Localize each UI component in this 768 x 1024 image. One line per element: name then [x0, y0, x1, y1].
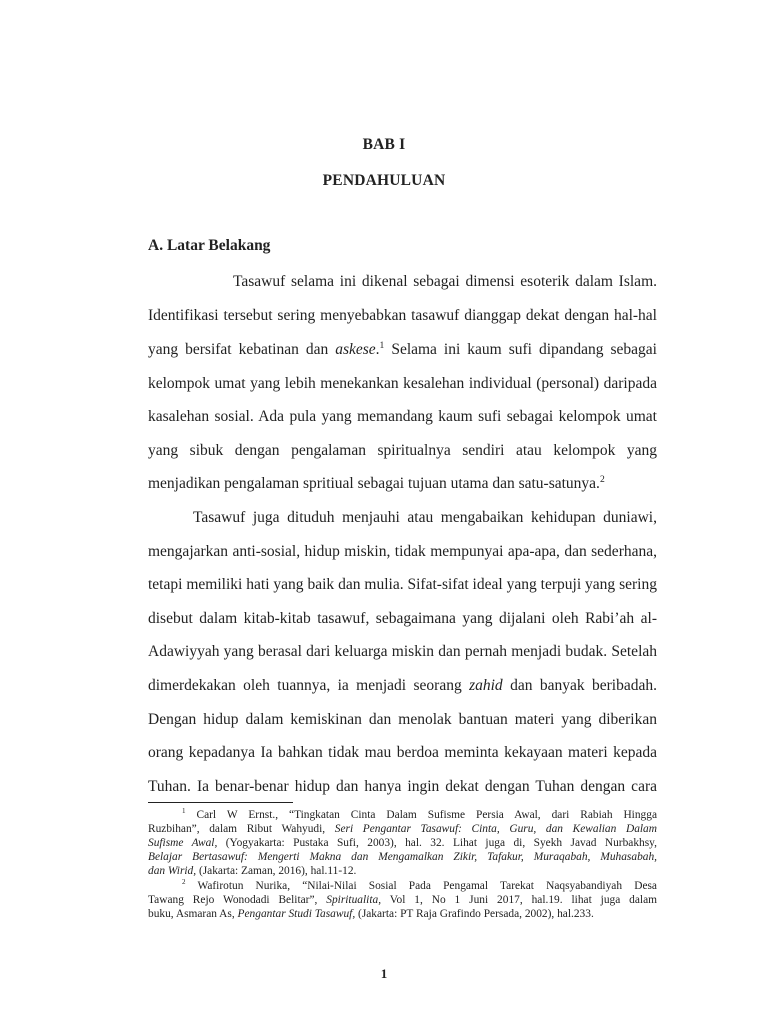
paragraph-2-line: dimerdekakan oleh tuannya, ia menjadi seorang zahid dan banyak beribadah.	[148, 677, 657, 694]
paragraph-2-line: Adawiyyah yang berasal dari keluarga miskin dan pernah menjadi budak. Setelah	[148, 643, 657, 660]
italic-term: askese	[335, 341, 376, 358]
paragraph-2-line: tetapi memiliki hati yang baik dan mulia. Sifat-sifat ideal yang terpuji yang sering	[148, 576, 657, 593]
page-number: 1	[380, 966, 388, 981]
paragraph-2-line: Dengan hidup dalam kemiskinan dan menolak bantuan materi yang diberikan	[148, 711, 657, 728]
italic-term: zahid	[469, 677, 503, 694]
footnote-2-line: buku, Asmaran As, Pengantar Studi Tasawuf, (Jakarta: PT Raja Grafindo Persada, 2002), hal.233.	[148, 908, 594, 920]
paragraph-1-line: kasalehan sosial. Ada pula yang memandang kaum sufi sebagai kelompok umat	[148, 408, 657, 425]
paragraph-2-line: disebut dalam kitab-kitab tasawuf, sebagaimana yang dijalani oleh Rabi’ah al-	[148, 610, 657, 627]
paragraph-1-line: menjadikan pengalaman spritiual sebagai tujuan utama dan satu-satunya.$^2$	[148, 473, 605, 492]
paragraph-2-line: Tasawuf juga dituduh menjauhi atau mengabaikan kehidupan duniawi,	[193, 509, 657, 526]
paragraph-2-line: mengajarkan anti-sosial, hidup miskin, tidak mempunyai apa-apa, dan sederhana,	[148, 543, 657, 560]
section-heading: A. Latar Belakang	[148, 237, 271, 254]
chapter-title: PENDAHULUAN	[322, 172, 446, 189]
footnote-2-line: $^2$ Wafirotun Nurika, “Nilai-Nilai Sosial Pada Pengamal Tarekat Naqsyabandiyah Desa	[182, 878, 657, 892]
footnote-ref: 2	[599, 473, 605, 485]
footnote-1-line: $^1$ Carl W Ernst., “Tingkatan Cinta Dalam Sufisme Persia Awal, dari Rabiah Hingga	[182, 807, 657, 821]
footnote-1-line: dan Wirid, (Jakarta: Zaman, 2016), hal.11-12.	[148, 865, 357, 877]
paragraph-1-line: Identifikasi tersebut sering menyebabkan tasawuf dianggap dekat dengan hal-hal	[148, 307, 657, 324]
paragraph-2-line: orang kepadanya Ia bahkan tidak mau berdoa meminta kekayaan materi kepada	[148, 744, 657, 761]
footnote-divider	[148, 802, 293, 803]
footnote-1-line: Sufisme Awal, (Yogyakarta: Pustaka Sufi, 2003), hal. 32. Lihat juga di, Syekh Javad Nurbakhsy,	[148, 837, 657, 849]
footnote-number: 2	[182, 878, 186, 887]
paragraph-1-line: kelompok umat yang lebih menekankan kesalehan individual (personal) daripada	[148, 375, 657, 392]
footnote-ref: 1	[379, 339, 385, 351]
paragraph-1-line: yang sibuk dengan pengalaman spiritualnya sendiri atau kelompok yang	[148, 442, 657, 459]
paragraph-2-line: Tuhan. Ia benar-benar hidup dan hanya ingin dekat dengan Tuhan dengan cara	[148, 778, 657, 795]
paragraph-1-line: Tasawuf selama ini dikenal sebagai dimensi esoterik dalam Islam.	[233, 273, 657, 290]
footnote-2-line: Tawang Rejo Wonodadi Belitar”, Spiritualita, Vol 1, No 1 Juni 2017, hal.19. lihat juga dalam	[148, 894, 658, 906]
paragraph-1-line: yang bersifat kebatinan dan askese.$^1$ Selama ini kaum sufi dipandang sebagai	[148, 339, 657, 358]
footnote-1-line: Belajar Bertasawuf: Mengerti Makna dan Mengamalkan Zikir, Tafakur, Muraqabah, Muhasabah,	[148, 851, 657, 863]
footnote-1-line: Ruzbihan”, dalam Ribut Wahyudi, Seri Pengantar Tasawuf: Cinta, Guru, dan Kewalian Dalam	[148, 823, 657, 835]
footnote-number: 1	[182, 807, 186, 816]
chapter-heading: BAB I	[362, 136, 406, 153]
